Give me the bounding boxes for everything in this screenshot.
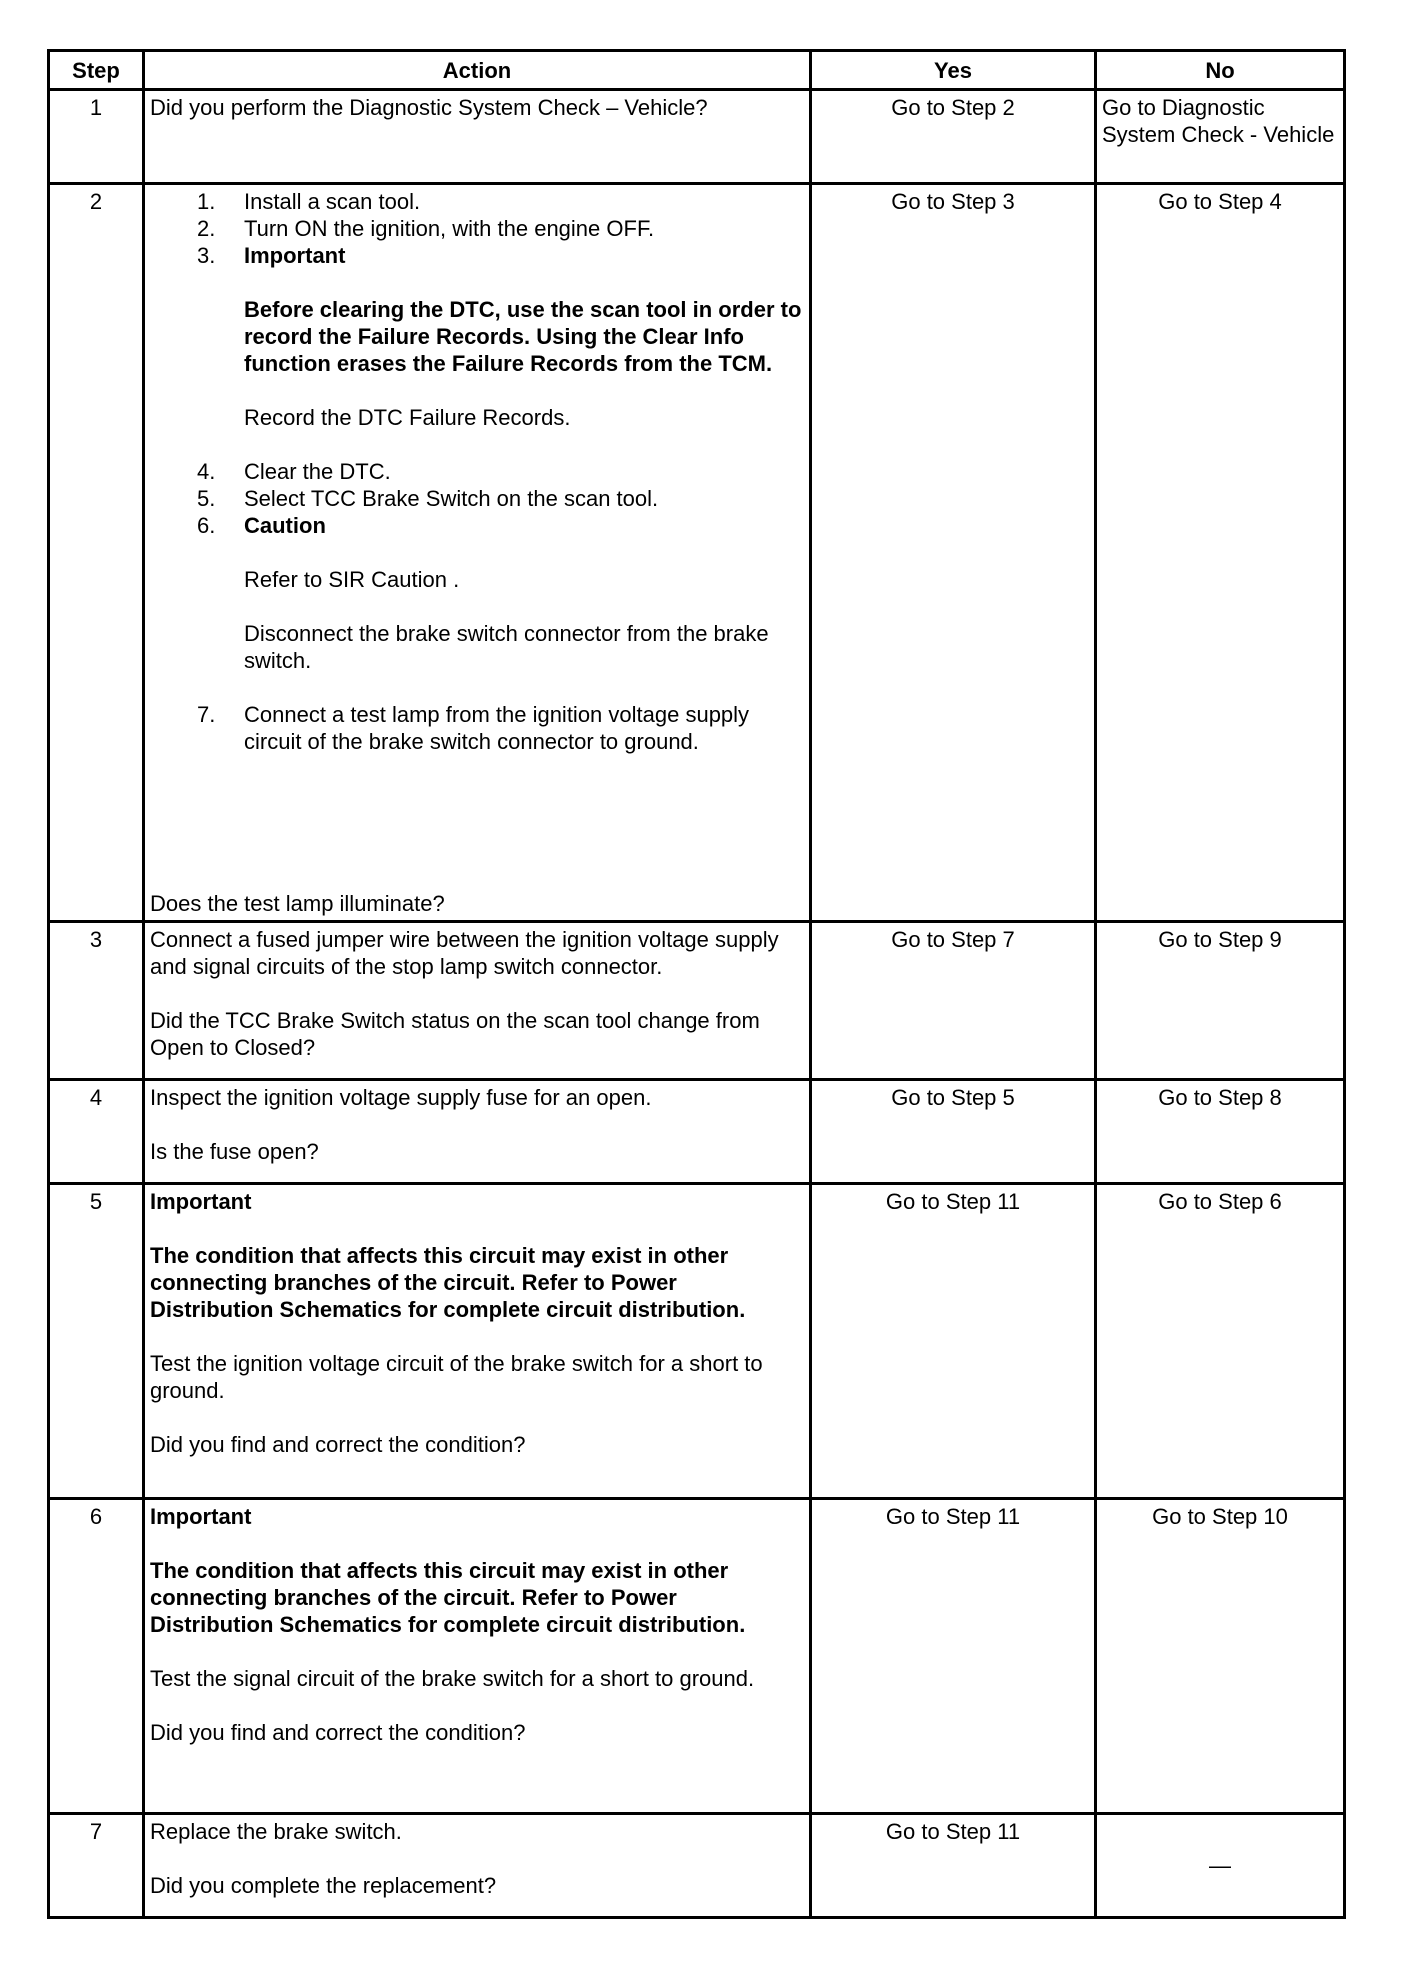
- action-question: Did the TCC Brake Switch status on the scan tool change from Open to Closed?: [150, 1008, 760, 1060]
- procedure-list: [150, 188, 804, 755]
- action-cell: [144, 90, 811, 184]
- table-row: [49, 1184, 1345, 1499]
- caution-title: Caution: [244, 513, 326, 538]
- yes-cell: Go to Step 2: [811, 90, 1096, 184]
- step-number: 2: [49, 184, 144, 922]
- step-number: 7: [49, 1814, 144, 1918]
- important-title: Important: [244, 243, 346, 268]
- step-number: 5: [49, 1184, 144, 1499]
- list-item-text: Disconnect the brake switch connector from the brake switch.: [244, 621, 769, 673]
- list-item: 2. Turn ON the ignition, with the engine OFF.: [197, 216, 655, 241]
- yes-cell: Go to Step 7: [811, 922, 1096, 1080]
- important-title: Important: [150, 1504, 252, 1529]
- step-number: 1: [49, 90, 144, 184]
- table-row: [49, 184, 1345, 922]
- step-number: 3: [49, 922, 144, 1080]
- action-cell: [144, 1080, 811, 1184]
- action-cell: [144, 922, 811, 1080]
- action-text: Did you perform the Diagnostic System Check – Vehicle?: [150, 95, 708, 120]
- yes-cell: Go to Step 3: [811, 184, 1096, 922]
- no-cell: Go to Step 8: [1096, 1080, 1345, 1184]
- action-cell: [144, 1814, 811, 1918]
- action-question: Did you find and correct the condition?: [150, 1720, 526, 1745]
- table-row: [49, 1499, 1345, 1814]
- action-question: Did you complete the replacement?: [150, 1873, 497, 1898]
- caution-note: Refer to SIR Caution .: [244, 567, 460, 592]
- header-no: No: [1096, 51, 1345, 90]
- no-cell: Go to Diagnostic System Check - Vehicle: [1096, 90, 1345, 184]
- no-cell: —: [1096, 1814, 1345, 1918]
- list-item: 6. Caution Refer to SIR Caution . Disconnect the brake switch connector from the brake switch.: [197, 512, 804, 701]
- table-row: [49, 1814, 1345, 1918]
- action-text: Replace the brake switch.: [150, 1819, 402, 1844]
- list-item-text: Record the DTC Failure Records.: [244, 405, 571, 430]
- header-step: Step: [49, 51, 144, 90]
- action-text: Inspect the ignition voltage supply fuse for an open.: [150, 1085, 652, 1110]
- no-cell: Go to Step 9: [1096, 922, 1345, 1080]
- yes-cell: Go to Step 11: [811, 1184, 1096, 1499]
- yes-cell: Go to Step 11: [811, 1814, 1096, 1918]
- diagnostic-table: [47, 49, 1346, 1919]
- important-note: The condition that affects this circuit may exist in other connecting branches of the circuit. Refer to Power Distribution Schematics for complete circuit distribution.: [150, 1243, 746, 1322]
- action-text: Test the ignition voltage circuit of the brake switch for a short to ground.: [150, 1351, 763, 1403]
- yes-cell: Go to Step 11: [811, 1499, 1096, 1814]
- action-cell: [144, 1184, 811, 1499]
- action-question: Does the test lamp illuminate?: [150, 891, 445, 916]
- important-note: The condition that affects this circuit may exist in other connecting branches of the circuit. Refer to Power Distribution Schematics for complete circuit distribution.: [150, 1558, 746, 1637]
- no-cell: Go to Step 10: [1096, 1499, 1345, 1814]
- list-item: 3. Important Before clearing the DTC, use the scan tool in order to record the Failure Records. Using the Clear Info function erases the Failure Records from the TCM. Record the DTC Failure Records.: [197, 242, 804, 458]
- important-title: Important: [150, 1189, 252, 1214]
- action-text: Test the signal circuit of the brake switch for a short to ground.: [150, 1666, 755, 1691]
- action-question: Did you find and correct the condition?: [150, 1432, 526, 1457]
- action-cell: [144, 1499, 811, 1814]
- no-cell: Go to Step 6: [1096, 1184, 1345, 1499]
- step-number: 6: [49, 1499, 144, 1814]
- step-number: 4: [49, 1080, 144, 1184]
- no-cell: Go to Step 4: [1096, 184, 1345, 922]
- action-question: Is the fuse open?: [150, 1139, 319, 1164]
- important-note: Before clearing the DTC, use the scan tool in order to record the Failure Records. Using the Clear Info function erases the Failure Records from the TCM.: [244, 297, 802, 376]
- list-item: 4. Clear the DTC.: [197, 459, 391, 484]
- header-row: [49, 51, 1345, 90]
- list-item: 1. Install a scan tool.: [197, 189, 421, 214]
- header-action: Action: [144, 51, 811, 90]
- action-text: Connect a fused jumper wire between the ignition voltage supply and signal circuits of the stop lamp switch connector.: [150, 927, 779, 979]
- list-item: 5. Select TCC Brake Switch on the scan tool.: [197, 486, 659, 511]
- header-yes: Yes: [811, 51, 1096, 90]
- table-row: [49, 1080, 1345, 1184]
- list-item: 7. Connect a test lamp from the ignition voltage supply circuit of the brake switch connector to ground.: [197, 702, 750, 754]
- table-row: [49, 922, 1345, 1080]
- action-cell: [144, 184, 811, 922]
- table-row: [49, 90, 1345, 184]
- yes-cell: Go to Step 5: [811, 1080, 1096, 1184]
